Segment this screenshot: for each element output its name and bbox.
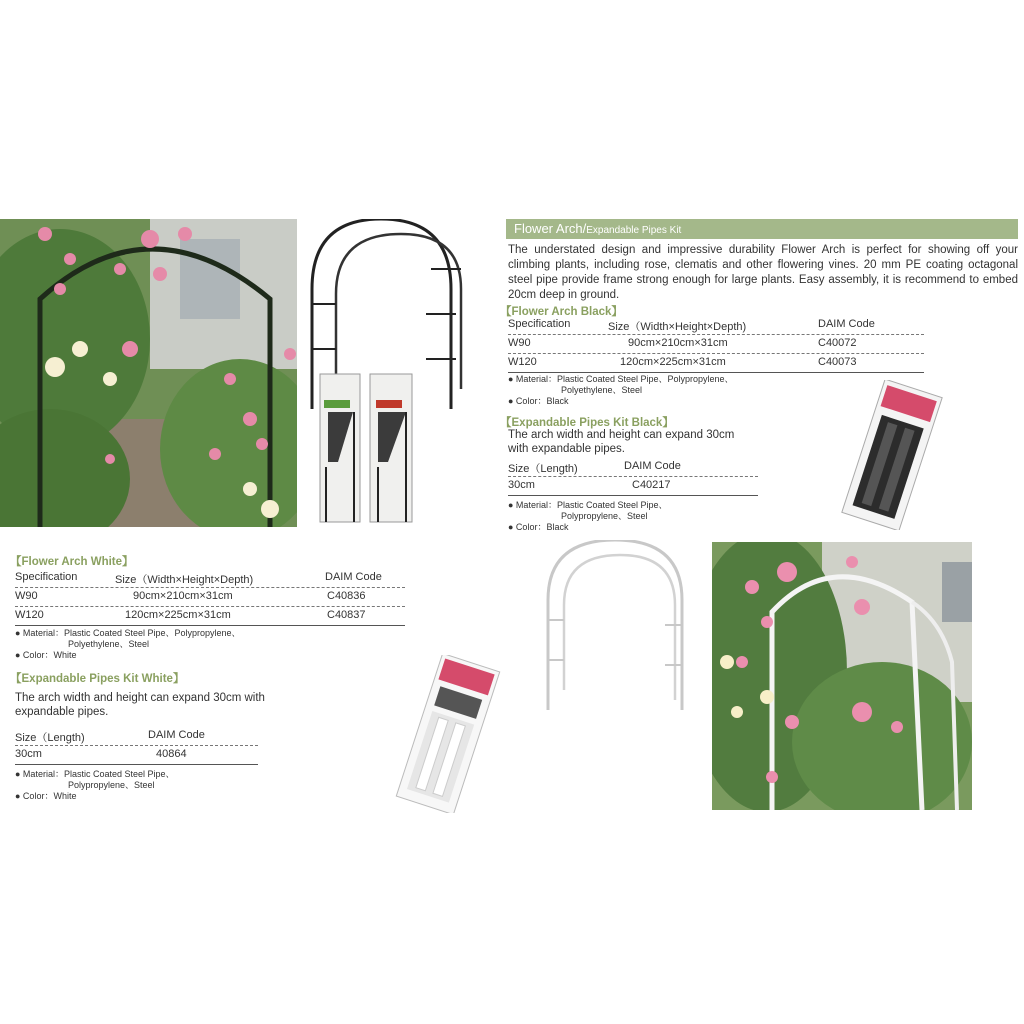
table-row: [508, 337, 924, 354]
color-line: ● Color：Black: [508, 396, 569, 406]
white-kit-description: [15, 691, 265, 719]
table-row: [508, 479, 758, 496]
white-kit-specs: [15, 769, 175, 802]
black-kit-spec-table: [508, 460, 758, 496]
table-cell: 90cm×210cm×31cm: [628, 337, 728, 349]
color-line: ● Color：Black: [508, 522, 569, 532]
material-line: ● Material：Plastic Coated Steel Pipe、Polypropylene、: [508, 374, 734, 384]
header-title: Flower Arch/: [514, 221, 587, 236]
column-header: Size（Width×Height×Depth): [608, 321, 747, 333]
header-subtitle: Expandable Pipes Kit: [586, 225, 682, 236]
white-arch-product-image: [540, 540, 690, 715]
material-line: Polyethylene、Steel: [68, 639, 150, 649]
table-cell: 30cm: [508, 479, 535, 491]
column-header: Size（Width×Height×Depth): [115, 574, 254, 586]
black-kit-heading: 【Expandable Pipes Kit Black】: [500, 417, 674, 429]
table-header-row: [508, 460, 758, 477]
table-cell: W120: [15, 609, 44, 621]
table-cell: C40217: [632, 479, 671, 491]
black-arch-heading: 【Flower Arch Black】: [500, 306, 623, 318]
table-cell: W120: [508, 356, 537, 368]
table-header-row: [508, 318, 924, 335]
column-header: DAIM Code: [818, 318, 875, 330]
white-arch-spec-table: [15, 571, 405, 626]
column-header: Size（Length): [508, 463, 578, 475]
material-line: Polypropylene、Steel: [561, 511, 648, 521]
table-header-row: [15, 729, 258, 746]
white-kit-spec-table: [15, 729, 258, 765]
column-header: Specification: [508, 318, 571, 330]
material-line: ● Material：Plastic Coated Steel Pipe、: [508, 500, 668, 510]
white-kit-heading: 【Expandable Pipes Kit White】: [10, 673, 185, 685]
material-line: Polypropylene、Steel: [68, 780, 155, 790]
white-kit-package-image: [378, 655, 518, 813]
description-line: expandable pipes.: [15, 706, 109, 718]
column-header: DAIM Code: [624, 460, 681, 472]
table-cell: C40072: [818, 337, 857, 349]
garden-photo-white-arch: [712, 542, 972, 810]
table-cell: C40837: [327, 609, 366, 621]
table-cell: C40073: [818, 356, 857, 368]
column-header: DAIM Code: [148, 729, 205, 741]
material-line: ● Material：Plastic Coated Steel Pipe、Polypropylene、: [15, 628, 241, 638]
color-line: ● Color：White: [15, 791, 77, 801]
material-line: Polyethylene、Steel: [561, 385, 643, 395]
column-header: Size（Length): [15, 732, 85, 744]
white-arch-heading: 【Flower Arch White】: [10, 556, 134, 568]
description-line: The arch width and height can expand 30cm with: [15, 692, 265, 704]
table-cell: W90: [15, 590, 38, 602]
black-kit-package-image: [822, 380, 962, 530]
black-arch-specs: [508, 374, 734, 407]
black-arch-package-image: [318, 372, 418, 524]
table-cell: 120cm×225cm×31cm: [125, 609, 231, 621]
black-arch-spec-table: [508, 318, 924, 373]
table-row: [508, 356, 924, 373]
table-row: [15, 748, 258, 765]
color-line: ● Color：White: [15, 650, 77, 660]
garden-photo-black-arch: [0, 219, 297, 527]
table-row: [15, 609, 405, 626]
black-kit-description: [508, 428, 734, 456]
table-cell: 30cm: [15, 748, 42, 760]
table-cell: C40836: [327, 590, 366, 602]
description-line: The arch width and height can expand 30cm: [508, 429, 735, 441]
material-line: ● Material：Plastic Coated Steel Pipe、: [15, 769, 175, 779]
table-cell: 120cm×225cm×31cm: [620, 356, 726, 368]
column-header: DAIM Code: [325, 571, 382, 583]
description-line: with expandable pipes.: [508, 443, 625, 455]
table-cell: W90: [508, 337, 531, 349]
intro-paragraph: The understated design and impressive durability Flower Arch is perfect for showing off your climbing plants, including rose, clematis and other flowering vines. 20 mm PE coating octagonal steel pipe provide frame strong enough for large plants. Easy assembly, it is recommend to embed 20cm deep in ground.: [508, 244, 1018, 301]
black-kit-specs: [508, 500, 668, 533]
table-row: [15, 590, 405, 607]
table-cell: 90cm×210cm×31cm: [133, 590, 233, 602]
header-band: [506, 219, 1018, 239]
table-cell: 40864: [156, 748, 187, 760]
table-header-row: [15, 571, 405, 588]
column-header: Specification: [15, 571, 78, 583]
white-arch-specs: [15, 628, 241, 661]
